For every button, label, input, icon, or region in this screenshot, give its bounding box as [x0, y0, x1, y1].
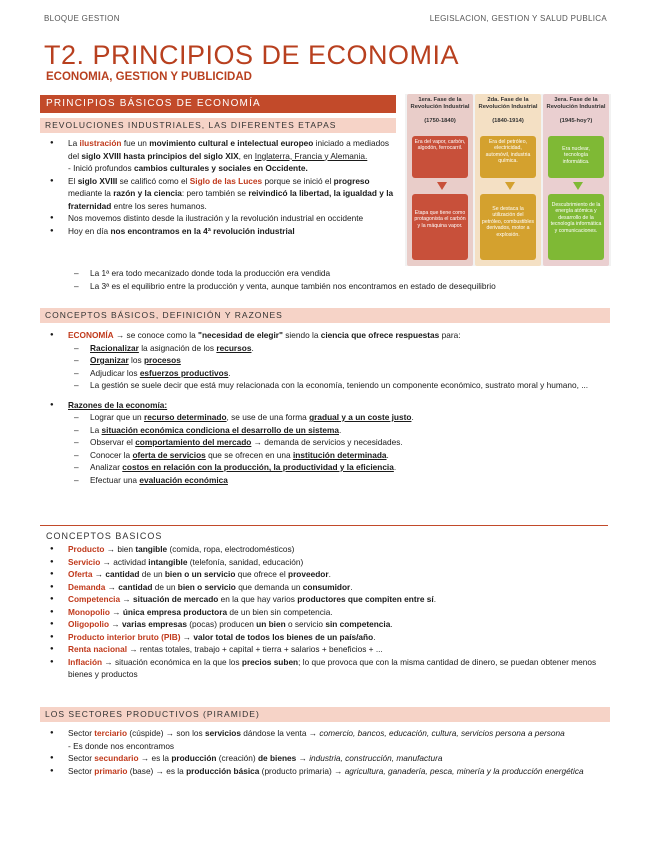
section4-list	[40, 727, 610, 777]
list-item: – Observar el comportamiento del mercado → demanda de servicios y necesidades.	[40, 436, 605, 449]
section1-sublist	[40, 267, 610, 292]
list-item: ● Producto interior bruto (PIB) → valor total de todos los bienes de un país/año.	[40, 631, 610, 644]
list-item: – La situación económica condiciona el desarrollo de un sistema.	[40, 424, 605, 437]
timeline-head-2: 2da. Fase de la Revolución Industrial	[478, 97, 538, 110]
list-item: – Lograr que un recurso determinado, se use de una forma gradual y a un coste justo.	[40, 411, 605, 424]
timeline-years-3: (1945-hoy?)	[559, 118, 593, 124]
list-item: ● Servicio → actividad intangible (telefonía, sanidad, educación)	[40, 556, 610, 569]
list-item: – Racionalizar la asignación de los recursos.	[40, 342, 605, 355]
list-item: ● Inflación → situación económica en la que los precios suben; lo que provoca que con la misma cantidad de dinero, se puedan obtener menos bienes y productos	[40, 656, 610, 681]
list-item: – La gestión se suele decir que está muy relacionada con la economía, teniendo un componente económico, sustrato moral y humano, ...	[40, 379, 605, 392]
section2-list	[40, 329, 605, 486]
list-item: ● Sector terciario (cúspide) → son los servicios dándose la venta → comercio, bancos, educación, cultura, servicios persona a persona - Es donde nos encontramos	[40, 727, 610, 752]
section-divider	[40, 525, 608, 526]
list-item: ● ECONOMÍA → se conoce como la "necesidad de elegir" siendo la ciencia que ofrece respuestas para:	[40, 329, 605, 342]
list-item: – Adjudicar los esfuerzos productivos.	[40, 367, 605, 380]
list-item: ● Razones de la economía:	[40, 399, 605, 412]
timeline-bottom-3: Descubrimiento de la energía atómica y desarrollo de la tecnología informática y comunicaciones.	[548, 194, 604, 260]
timeline-head-1: 1era. Fase de la Revolución Industrial	[410, 97, 470, 110]
list-item: – Analizar costos en relación con la producción, la productividad y la eficiencia.	[40, 461, 605, 474]
section-heading-conceptos-definicion: CONCEPTOS BÁSICOS, DEFINICIÓN Y RAZONES	[40, 308, 610, 323]
timeline-col-1	[407, 94, 473, 266]
list-item: – La 3ª es el equilibrio entre la producción y venta, aunque también nos encontramos en estado de desequilibrio	[40, 280, 610, 293]
list-item: ● Competencia → situación de mercado en la que hay varios productores que compiten entre sí.	[40, 593, 610, 606]
list-item: ● Nos movemos distinto desde la ilustración y la revolución industrial en occidente	[40, 212, 402, 225]
timeline-col-2	[475, 94, 541, 266]
industrial-revolution-timeline	[405, 94, 611, 266]
list-item: ● Producto → bien tangible (comida, ropa, electrodomésticos)	[40, 543, 610, 556]
timeline-top-1: Era del vapor, carbón, algodón, ferrocarril.	[412, 136, 468, 178]
list-item: ● Hoy en día nos encontramos en la 4ª revolución industrial	[40, 225, 402, 238]
section-heading-conceptos-basicos: CONCEPTOS BASICOS	[46, 531, 163, 541]
arrow-down-icon	[505, 182, 515, 190]
timeline-years-1: (1750-1840)	[424, 118, 456, 124]
arrow-down-icon	[573, 182, 583, 190]
arrow-down-icon	[437, 182, 447, 190]
list-item: ● El siglo XVIII se calificó como el Siglo de las Luces porque se inició el progreso mediante la razón y la ciencia: pero también se reivindicó la libertad, la igualdad y la fraternidad entre los seres humanos.	[40, 175, 402, 213]
list-item: – Organizar los procesos	[40, 354, 605, 367]
list-item: ● La ilustración fue un movimiento cultural e intelectual europeo iniciado a mediados del siglo XVIII hasta principios del siglo XIX, en Inglaterra, Francia y Alemania. - Inició profundos cambios culturales y sociales en Occidente.	[40, 137, 402, 175]
timeline-bottom-2: Se destaca la utilización del petróleo, combustibles derivados, motor a explosión.	[480, 194, 536, 260]
header-left: BLOQUE GESTION	[44, 14, 120, 23]
section-heading-principios: PRINCIPIOS BÁSICOS DE ECONOMÍA	[40, 95, 396, 113]
timeline-top-2: Era del petróleo, electricidad, automóvil, industria química.	[480, 136, 536, 178]
timeline-head-3: 3era. Fase de la Revolución Industrial	[546, 97, 606, 110]
header-right: LEGISLACION, GESTION Y SALUD PUBLICA	[429, 14, 607, 23]
page-subtitle: ECONOMIA, GESTION Y PUBLICIDAD	[46, 71, 252, 83]
list-item: ● Oligopolio → varias empresas (pocas) producen un bien o servicio sin competencia.	[40, 618, 610, 631]
list-item: – La 1ª era todo mecanizado donde toda la producción era vendida	[40, 267, 610, 280]
section-heading-sectores: LOS SECTORES PRODUCTIVOS (PIRAMIDE)	[40, 707, 610, 722]
timeline-bottom-1: Etapa que tiene como protagonista el carbón y la máquina vapor.	[412, 194, 468, 260]
timeline-top-3: Era nuclear, tecnología informática.	[548, 136, 604, 178]
page-title: T2. PRINCIPIOS DE ECONOMIA	[44, 40, 460, 70]
timeline-years-2: (1840-1914)	[492, 118, 524, 124]
list-item: ● Demanda → cantidad de un bien o servicio que demanda un consumidor.	[40, 581, 610, 594]
section3-list	[40, 543, 610, 681]
list-item: – Efectuar una evaluación económica	[40, 474, 605, 487]
section1-list	[40, 137, 402, 237]
list-item: ● Sector primario (base) → es la producción básica (producto primaria) → agricultura, ganadería, pesca, minería y la producción energética	[40, 765, 610, 778]
timeline-col-3	[543, 94, 609, 266]
list-item: – Conocer la oferta de servicios que se ofrecen en una institución determinada.	[40, 449, 605, 462]
list-item: ● Monopolio → única empresa productora de un bien sin competencia.	[40, 606, 610, 619]
subsection-heading-revoluciones: REVOLUCIONES INDUSTRIALES, LAS DIFERENTES ETAPAS	[40, 118, 396, 133]
list-item: ● Sector secundario → es la producción (creación) de bienes → industria, construcción, manufactura	[40, 752, 610, 765]
list-item: ● Oferta → cantidad de un bien o un servicio que ofrece el proveedor.	[40, 568, 610, 581]
list-item: ● Renta nacional → rentas totales, trabajo + capital + tierra + salarios + beneficios + ...	[40, 643, 610, 656]
